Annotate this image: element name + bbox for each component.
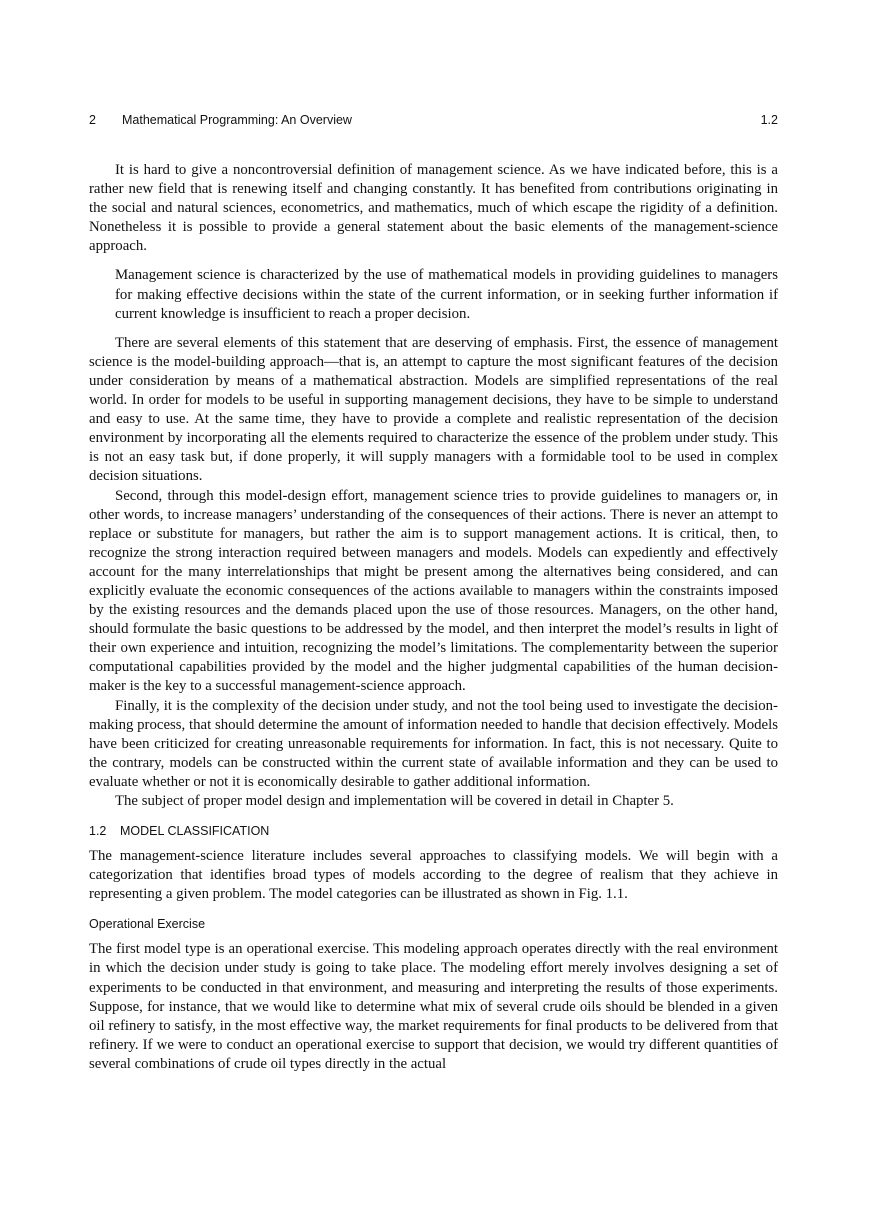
section-number: 1.2	[760, 113, 778, 127]
section-heading	[89, 823, 778, 839]
paragraph: The first model type is an operational exercise. This modeling approach operates directly with the real environment in which the decision under study is going to take place. The modeling effort merely involves designing a set of experiments to be conducted in that environment, and measuring and interpreting the results of those experiments. Suppose, for instance, that we would like to determine what mix of several crude oils should be blended in a given oil refinery to satisfy, in the most effective way, the market requirements for final products to be delivered from that refinery. If we were to conduct an operational exercise to support that decision, we would try different quantities of several combinations of crude oil types directly in the actual	[89, 941, 778, 1072]
chapter-title: Mathematical Programming: An Overview	[122, 113, 352, 127]
section-heading-number: 1.2	[89, 824, 107, 839]
definition-quote: Management science is characterized by the use of mathematical models in providing guidelines to managers for making effective decisions within the state of the current information, or in seeking further information if current knowledge is insufficient to reach a proper decision.	[115, 267, 778, 322]
page-number: 2	[89, 113, 96, 127]
paragraph: The management-science literature includes several approaches to classifying models. We will begin with a categorization that identifies broad types of models according to the degree of realism that they achieve in representing a given problem. The model categories can be illustrated as shown in Fig. 1.1.	[89, 848, 778, 903]
paragraph: There are several elements of this statement that are deserving of emphasis. First, the essence of management science is the model-building approach—that is, an attempt to capture the most significant features of the decision under consideration by means of a mathematical abstraction. Models are simplified representations of the real world. In order for models to be useful in supporting management decisions, they have to be simple to understand and easy to use. At the same time, they have to provide a complete and realistic representation of the decision environment by incorporating all the elements required to characterize the essence of the problem under study. This is not an easy task but, if done properly, it will supply managers with a formidable tool to be used in complex decision situations.	[89, 334, 778, 485]
paragraph: Finally, it is the complexity of the decision under study, and not the tool being used to investigate the decision-making process, that should determine the amount of information needed to handle that decision effectively. Models have been criticized for creating unreasonable requirements for information. In fact, this is not necessary. Quite to the contrary, models can be constructed within the current state of available information and they can be used to evaluate whether or not it is economically desirable to gather additional information.	[89, 697, 778, 790]
paragraph: It is hard to give a noncontroversial definition of management science. As we have indicated before, this is a rather new field that is renewing itself and changing constantly. It has benefited from contributions originating in the social and natural sciences, econometrics, and mathematics, much of which escape the rigidity of a definition. Nonetheless it is possible to provide a general statement about the basic elements of the management-science approach.	[89, 162, 778, 255]
paragraph: Second, through this model-design effort, management science tries to provide guidelines to managers or, in other words, to increase managers’ understanding of the consequences of their actions. There is never an attempt to replace or substitute for managers, but rather the aim is to support management actions. It is critical, then, to recognize the strong interaction required between managers and models. Models can expediently and effectively account for the many interrelationships that might be present among the alternatives being considered, and can explicitly evaluate the economic consequences of the actions available to managers within the constraints imposed by the existing resources and the demands placed upon the use of those resources. Managers, on the other hand, should formulate the basic questions to be addressed by the model, and then interpret the model’s results in light of their own experience and intuition, recognizing the model’s limitations. The complementarity between the superior computational capabilities provided by the model and the higher judgmental capabilities of the human decision-maker is the key to a successful management-science approach.	[89, 487, 778, 695]
paragraph: The subject of proper model design and implementation will be covered in detail in Chapter 5.	[115, 793, 674, 809]
body-text	[89, 161, 778, 1074]
section-heading-title: MODEL CLASSIFICATION	[120, 824, 270, 839]
subsection-heading: Operational Exercise	[89, 917, 206, 932]
